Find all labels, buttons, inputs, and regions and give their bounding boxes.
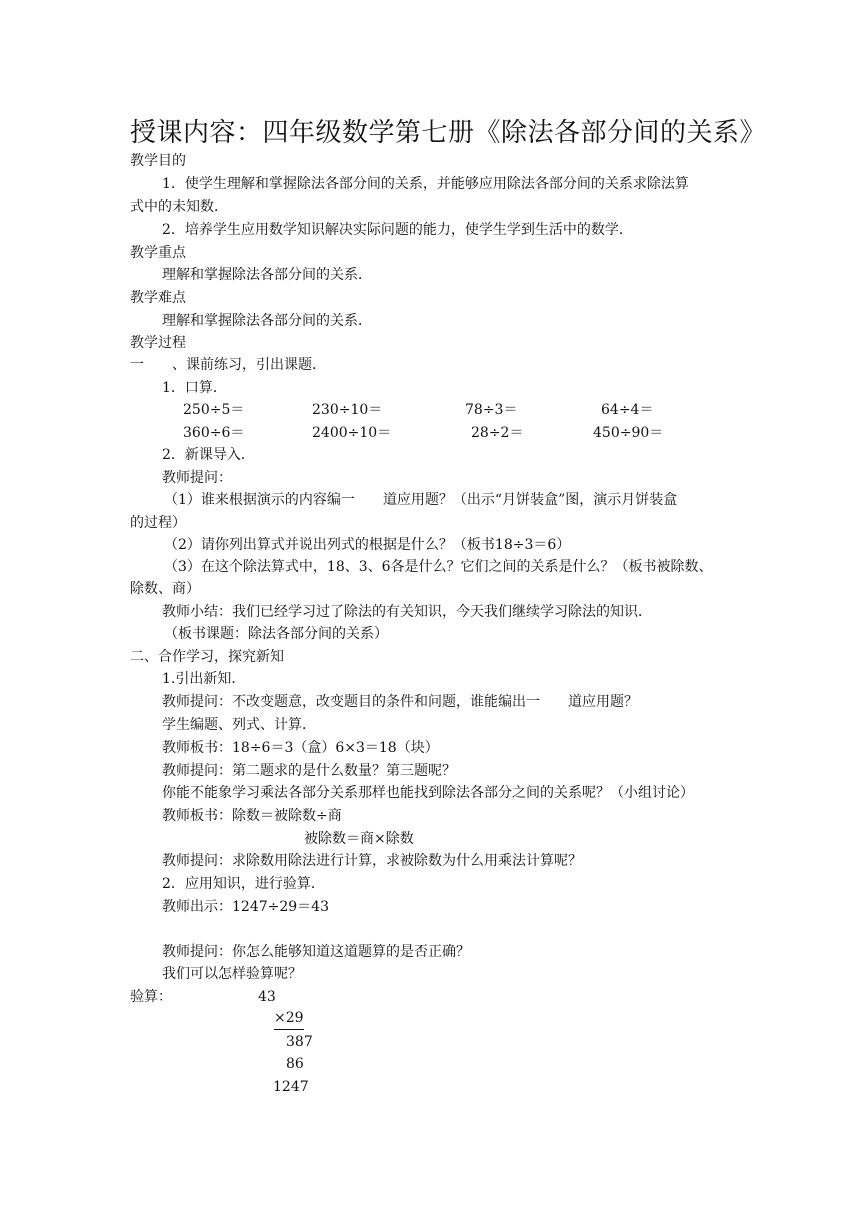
teacher-ask-1: 教师提问： xyxy=(162,470,232,486)
verify-product: 1247 xyxy=(273,1079,309,1095)
calc-item: 28÷2＝ xyxy=(471,425,524,441)
teacher-ask-4: 教师提问：求除数用除法进行计算，求被除数为什么用乘法计算呢？ xyxy=(162,853,582,869)
question-3-line-a: （3）在这个除法算式中，18、3、6各是什么？它们之间的关系是什么？（板书被除数、 xyxy=(164,559,713,575)
teacher-show: 教师出示：1247÷29＝43 xyxy=(162,899,329,915)
goal-1-line-a: 1．使学生理解和掌握除法各部分间的关系，并能够应用除法各部分间的关系求除法算 xyxy=(162,176,689,192)
verify-label: 验算： xyxy=(130,989,172,1005)
section-2-heading: 二、合作学习，探究新知 xyxy=(130,649,284,665)
calc-item: 78÷3＝ xyxy=(465,402,518,418)
calc-item: 250÷5＝ xyxy=(183,402,245,418)
document-title: 授课内容：四年级数学第七册《除法各部分间的关系》 xyxy=(130,118,767,148)
teacher-summary: 教师小结：我们已经学习过了除法的有关知识，今天我们继续学习除法的知识． xyxy=(162,604,652,620)
difficulty-text: 理解和掌握除法各部分间的关系． xyxy=(162,313,372,329)
new-knowledge-intro: 1.引出新知． xyxy=(162,671,246,687)
goal-heading: 教学目的 xyxy=(130,153,186,169)
board-topic: （板书课题：除法各部分间的关系） xyxy=(164,626,388,642)
teacher-board-1: 教师板书：18÷6＝3（盒）6×3＝18（块） xyxy=(162,740,439,756)
verify-question: 我们可以怎样验算呢？ xyxy=(162,966,302,982)
question-1-line-b: 的过程） xyxy=(130,515,186,531)
verify-multiplicand: 43 xyxy=(258,989,276,1005)
teacher-board-2: 教师板书：除数＝被除数÷商 xyxy=(162,808,342,824)
verify-multiplier: ×29 xyxy=(274,1008,304,1030)
goal-2: 2．培养学生应用数学知识解决实际问题的能力，使学生学到生活中的数学． xyxy=(162,222,633,238)
key-text: 理解和掌握除法各部分间的关系． xyxy=(162,267,372,283)
verify-partial-2: 86 xyxy=(286,1056,304,1072)
discussion-prompt: 你能不能象学习乘法各部分关系那样也能找到除法各部分之间的关系呢？（小组讨论） xyxy=(162,785,694,801)
student-activity: 学生编题、列式、计算． xyxy=(162,717,316,733)
teacher-ask-5: 教师提问：你怎么能够知道这道题算的是否正确？ xyxy=(162,944,470,960)
teacher-ask-3: 教师提问：第二题求的是什么数量？第三题呢？ xyxy=(162,763,456,779)
verify-partial-1: 387 xyxy=(286,1034,313,1050)
difficulty-heading: 教学难点 xyxy=(130,290,186,306)
teacher-board-3: 被除数＝商×除数 xyxy=(304,831,414,847)
teacher-ask-2: 教师提问：不改变题意，改变题目的条件和问题，谁能编出一 道应用题？ xyxy=(162,694,638,710)
key-heading: 教学重点 xyxy=(130,245,186,261)
question-2: （2）请你列出算式并说出列式的根据是什么？（板书18÷3＝6） xyxy=(164,537,571,553)
calc-item: 360÷6＝ xyxy=(183,425,245,441)
calc-item: 64÷4＝ xyxy=(601,402,654,418)
oral-calc-heading: 1．口算． xyxy=(162,380,227,396)
calc-item: 450÷90＝ xyxy=(593,425,664,441)
calc-item: 2400÷10＝ xyxy=(312,425,392,441)
question-1-line-a: （1）谁来根据演示的内容编一 道应用题？（出示“月饼装盒”图，演示月饼装盒 xyxy=(164,492,678,508)
new-lesson-intro: 2．新课导入． xyxy=(162,447,255,463)
question-3-line-b: 除数、商） xyxy=(130,581,200,597)
section-1-heading: 一 、课前练习，引出课题． xyxy=(130,357,326,373)
calc-item: 230÷10＝ xyxy=(312,402,383,418)
goal-1-line-b: 式中的未知数． xyxy=(130,199,228,215)
process-heading: 教学过程 xyxy=(130,335,186,351)
apply-heading: 2．应用知识，进行验算． xyxy=(162,876,325,892)
